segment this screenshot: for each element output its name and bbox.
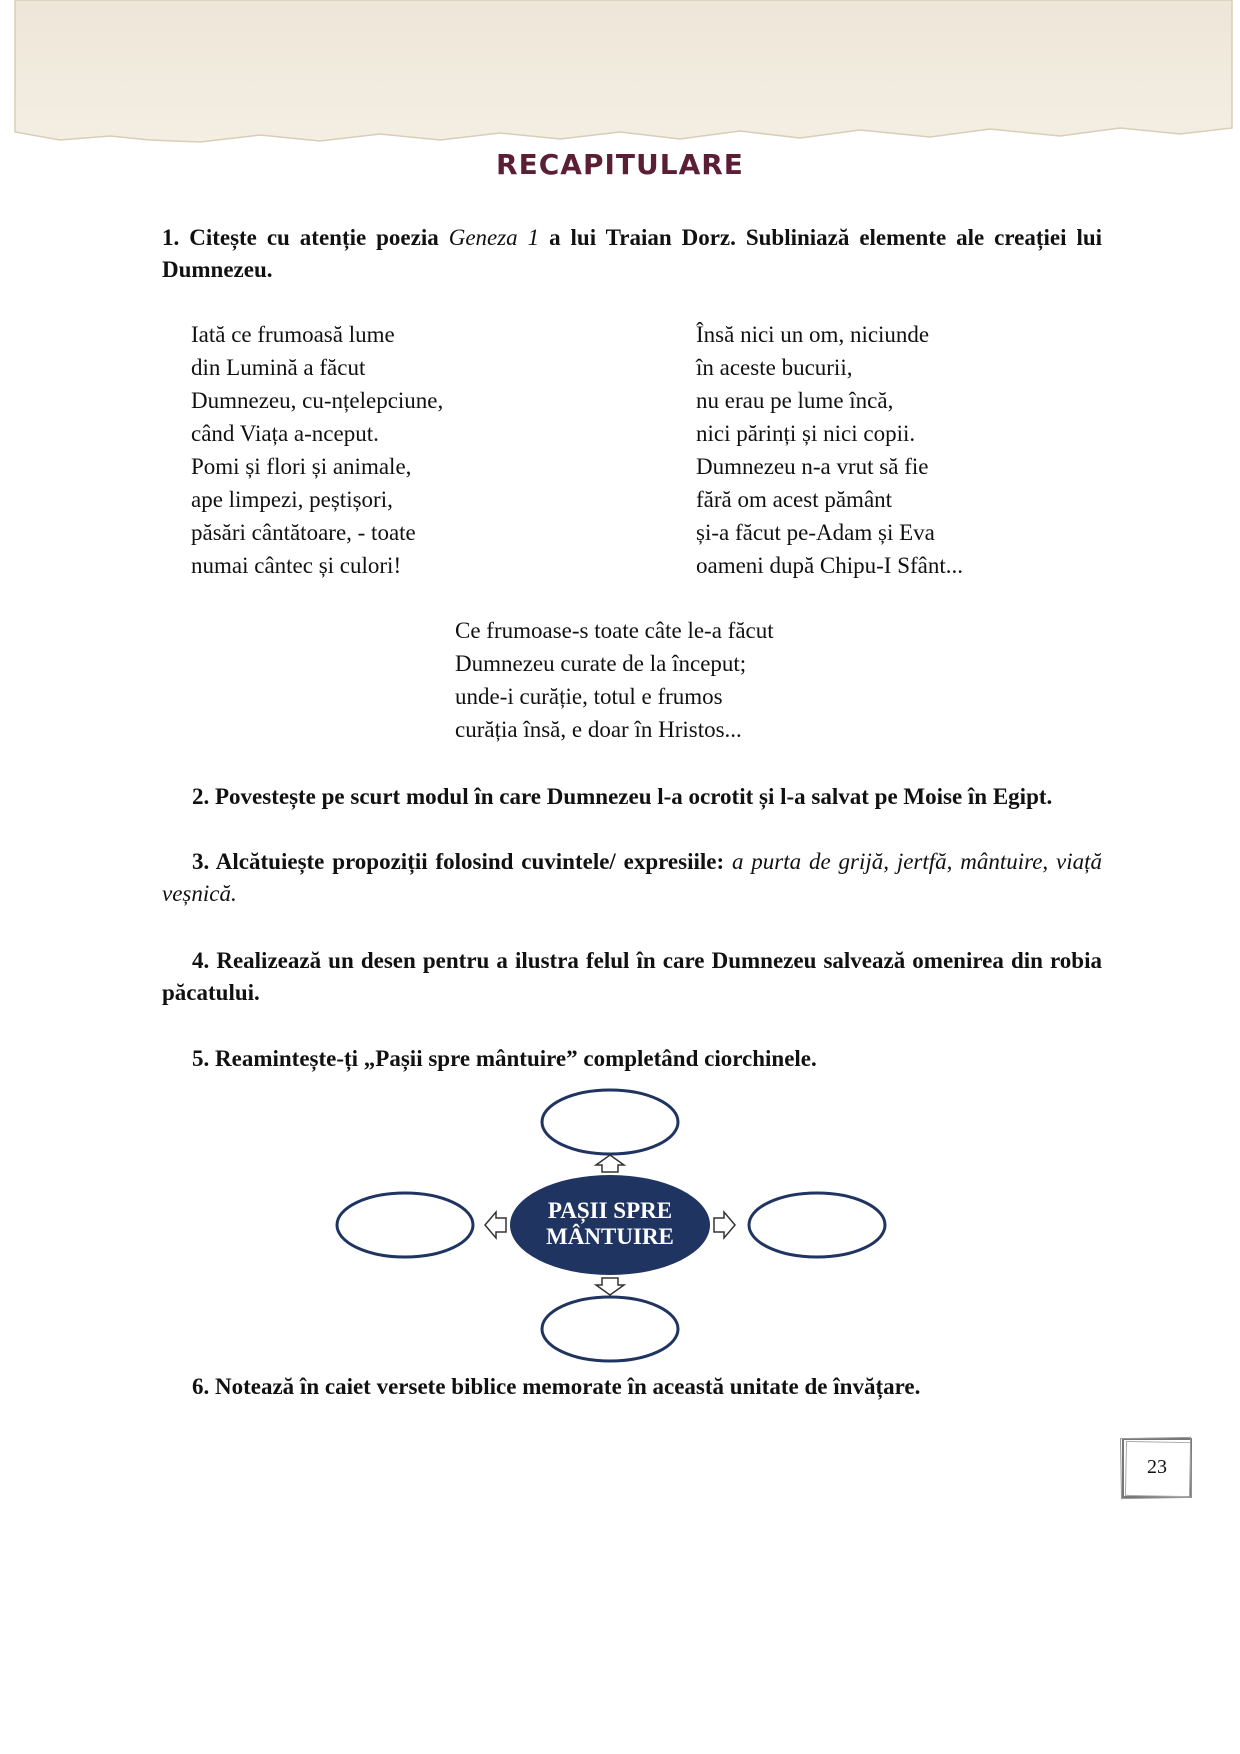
poem-title: Geneza 1 xyxy=(448,225,540,250)
cluster-right-ellipse[interactable] xyxy=(749,1193,885,1257)
poem-stanza-center xyxy=(455,614,774,746)
poem-line: Dumnezeu curate de la început; xyxy=(455,651,747,676)
poem-line: unde-i curăție, totul e frumos xyxy=(455,684,723,709)
cluster-diagram xyxy=(330,1085,890,1385)
poem-line: curăția însă, e doar în Hristos... xyxy=(455,717,742,742)
poem-line: fără om acest pământ xyxy=(696,487,893,512)
question-4: 4. Realizează un desen pentru a ilustra felul în care Dumnezeu salvează omenirea din robia păcatului. xyxy=(162,948,1102,1005)
poem-line: în aceste bucurii, xyxy=(696,355,853,380)
arrow-up-icon xyxy=(596,1155,624,1172)
question-1-pre: Citește cu atenție poezia xyxy=(189,225,449,250)
poem-line: Însă nici un om, niciunde xyxy=(696,322,930,347)
question-3 xyxy=(162,846,1102,910)
arrow-down-icon xyxy=(596,1278,624,1295)
question-1-post: a lui Traian Dorz. Subliniază elemente ale creației lui Dumnezeu. xyxy=(162,225,1103,282)
page-number: 23 xyxy=(1147,1456,1167,1478)
poem-line: nici părinți și nici copii. xyxy=(696,421,916,446)
cluster-left-ellipse[interactable] xyxy=(337,1193,473,1257)
poem-line: ape limpezi, peștișori, xyxy=(191,487,393,512)
poem-line: Dumnezeu, cu-nțelepciune, xyxy=(191,388,444,413)
arrow-left-icon xyxy=(485,1212,506,1238)
question-6: 6. Notează în caiet versete biblice memorate în această unitate de învățare. xyxy=(192,1374,921,1399)
paper-banner xyxy=(0,0,1240,160)
question-3-prompt: 3. Alcătuiește propoziții folosind cuvintele/ expresiile: xyxy=(192,849,732,874)
poem-stanza-right xyxy=(696,318,963,582)
poem-line: numai cântec și culori! xyxy=(191,553,402,578)
page-title: RECAPITULARE xyxy=(496,148,744,181)
poem-line: nu erau pe lume încă, xyxy=(696,388,894,413)
poem-line: din Lumină a făcut xyxy=(191,355,366,380)
question-5: 5. Reamintește-ți „Pașii spre mântuire” completând ciorchinele. xyxy=(192,1046,817,1071)
poem-line: Dumnezeu n-a vrut să fie xyxy=(696,454,929,479)
question-3-words: a purta de grijă, jertfă, mântuire, viață veșnică. xyxy=(162,849,1102,906)
question-1 xyxy=(162,222,1102,286)
question-2: 2. Povestește pe scurt modul în care Dumnezeu l-a ocrotit și l-a salvat pe Moise în Egipt. xyxy=(192,784,1053,809)
cluster-center-label-line2: MÂNTUIRE xyxy=(546,1224,674,1249)
poem-stanza-left xyxy=(191,318,443,582)
poem-line: când Viața a-nceput. xyxy=(191,421,379,446)
poem-line: păsări cântătoare, - toate xyxy=(191,520,416,545)
poem-line: Ce frumoase-s toate câte le-a făcut xyxy=(455,618,774,643)
poem-line: Pomi și flori și animale, xyxy=(191,454,412,479)
poem-line: oameni după Chipu-I Sfânt... xyxy=(696,553,964,578)
poem-line: Iată ce frumoasă lume xyxy=(191,322,395,347)
question-1-number: 1. xyxy=(162,225,180,250)
cluster-bottom-ellipse[interactable] xyxy=(542,1297,678,1361)
cluster-top-ellipse[interactable] xyxy=(542,1090,678,1154)
arrow-right-icon xyxy=(714,1212,735,1238)
cluster-center-label-line1: PAȘII SPRE xyxy=(547,1198,673,1223)
poem-line: și-a făcut pe-Adam și Eva xyxy=(696,520,935,545)
